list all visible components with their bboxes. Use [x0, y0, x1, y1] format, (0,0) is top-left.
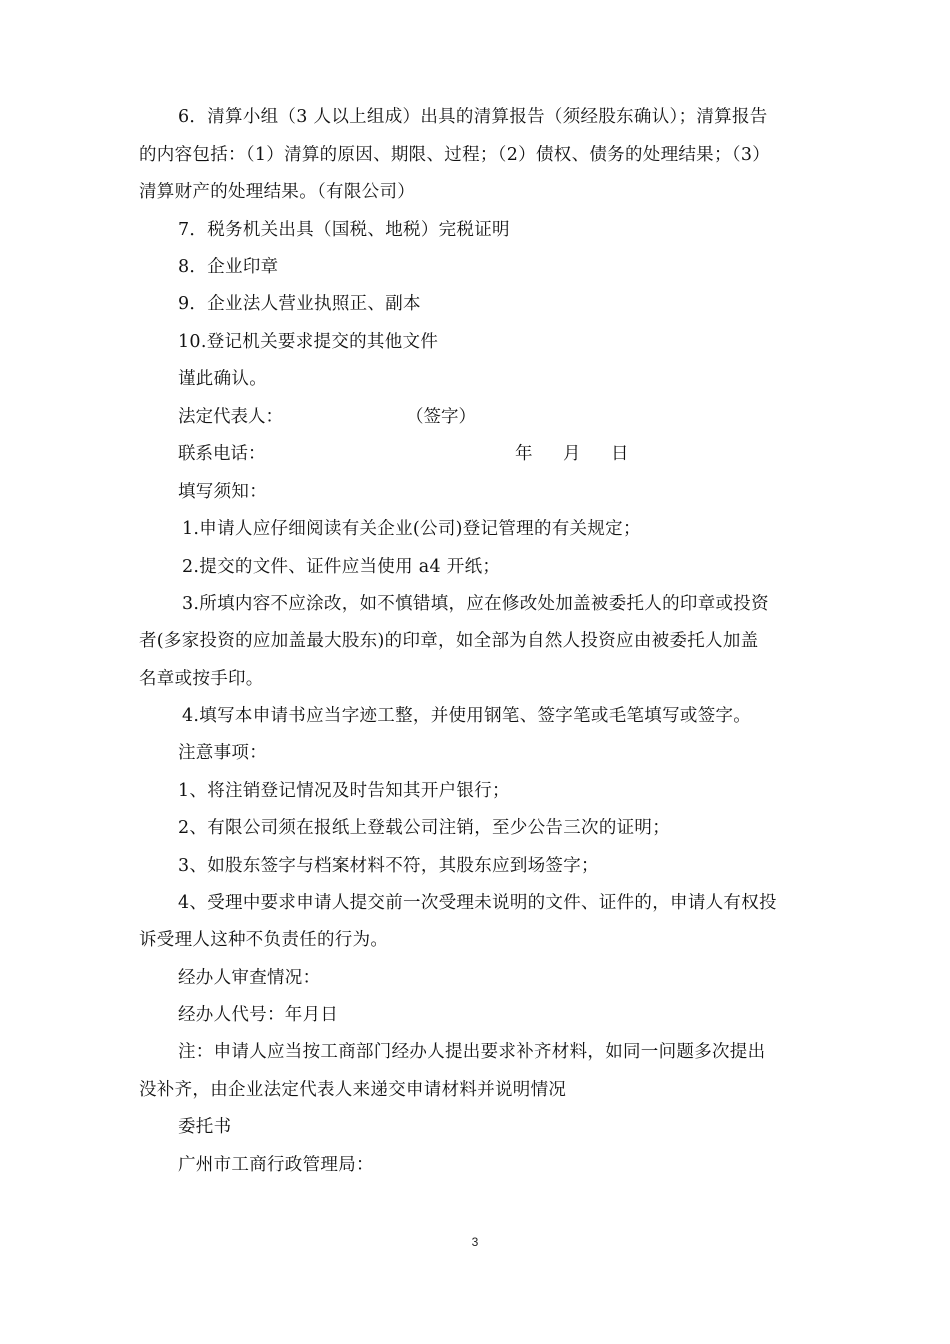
legal-representative-label: 法定代表人： — [178, 407, 283, 427]
text-line: 8．企业印章 — [178, 257, 279, 277]
text-line: 1、将注销登记情况及时告知其开户银行； — [178, 781, 510, 801]
text-line: 经办人代号：年月日 — [178, 1005, 339, 1025]
text-line: 者(多家投资的应加盖最大股东)的印章，如全部为自然人投资应由被委托人加盖 — [139, 631, 759, 651]
text-line: 广州市工商行政管理局： — [178, 1155, 374, 1175]
text-line: 4.填写本申请书应当字迹工整，并使用钢笔、签字笔或毛笔填写或签字。 — [182, 706, 752, 726]
text-line: 3.所填内容不应涂改，如不慎错填，应在修改处加盖被委托人的印章或投资 — [182, 594, 769, 614]
text-line: 4、受理中要求申请人提交前一次受理未说明的文件、证件的，申请人有权投 — [178, 893, 777, 913]
text-line: 1.申请人应仔细阅读有关企业(公司)登记管理的有关规定； — [182, 519, 641, 539]
text-line: 清算财产的处理结果。（有限公司） — [139, 182, 416, 202]
text-line: 2.提交的文件、证件应当使用 a4 开纸； — [182, 557, 501, 577]
text-line: 10.登记机关要求提交的其他文件 — [178, 332, 439, 352]
text-line: 3、如股东签字与档案材料不符，其股东应到场签字； — [178, 856, 599, 876]
text-line: 2、有限公司须在报纸上登载公司注销，至少公告三次的证明； — [178, 818, 671, 838]
text-line: 注意事项： — [178, 743, 267, 763]
text-line: 谨此确认。 — [178, 369, 267, 389]
text-line: 诉受理人这种不负责任的行为。 — [139, 930, 389, 950]
date-year: 年 — [515, 444, 533, 464]
page-number: 3 — [471, 1235, 479, 1249]
text-line: 名章或按手印。 — [139, 669, 264, 689]
text-line: 委托书 — [178, 1117, 232, 1137]
text-line: 的内容包括：（1）清算的原因、期限、过程；（2）债权、债务的处理结果；（3） — [139, 145, 771, 165]
date-month: 月 — [563, 444, 581, 464]
phone-label: 联系电话： — [178, 444, 266, 464]
fill-notice-heading: 填写须知： — [178, 482, 267, 502]
text-line: 7．税务机关出具（国税、地税）完税证明 — [178, 220, 510, 240]
text-line: 注：申请人应当按工商部门经办人提出要求补齐材料，如同一问题多次提出 — [178, 1042, 766, 1062]
text-line: 9．企业法人营业执照正、副本 — [178, 294, 421, 314]
signature-placeholder: （签字） — [406, 407, 476, 427]
date-day: 日 — [611, 444, 629, 464]
text-line: 经办人审查情况： — [178, 968, 321, 988]
text-line: 6．清算小组（3 人以上组成）出具的清算报告（须经股东确认）；清算报告 — [178, 107, 768, 127]
text-line: 没补齐，由企业法定代表人来递交申请材料并说明情况 — [139, 1080, 567, 1100]
